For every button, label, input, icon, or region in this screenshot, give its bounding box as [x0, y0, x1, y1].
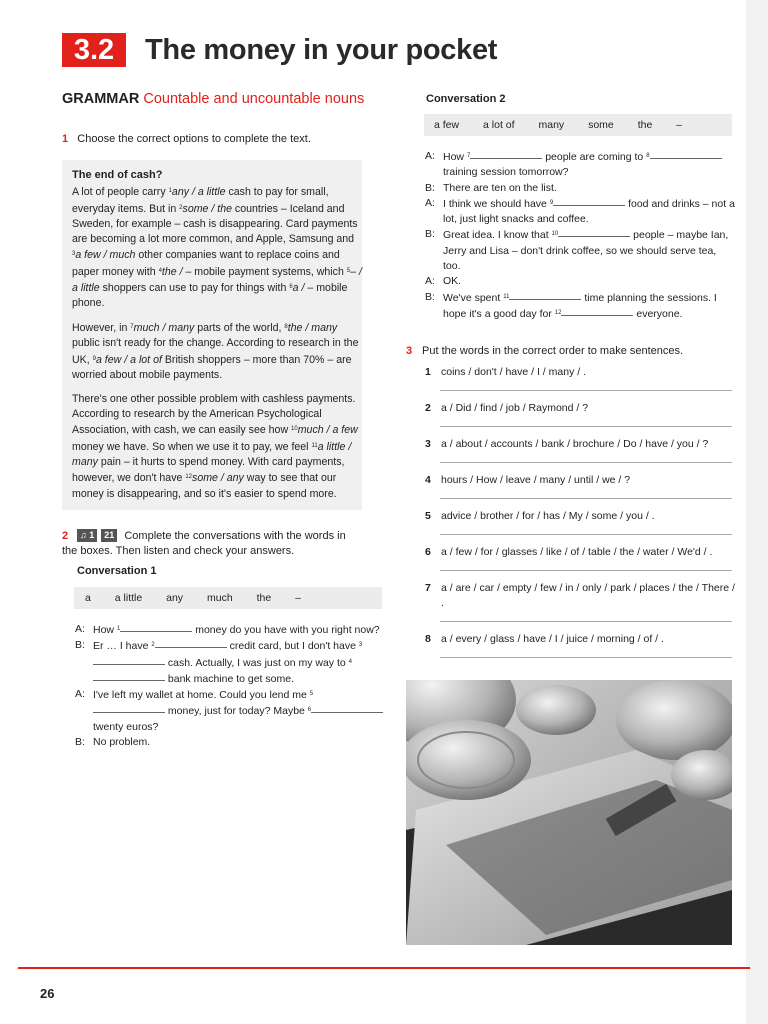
answer-line[interactable]	[440, 621, 732, 622]
grammar-topic: Countable and uncountable nouns	[143, 91, 365, 107]
word-box-2	[424, 114, 732, 136]
answer-gap[interactable]	[561, 306, 633, 316]
item-text: hours / How / leave / many / until / we / ?	[441, 474, 631, 486]
conversation-1: A: How $^1$ money do you have with you right now? B: Er … I have $^2$ credit card, but I don't have $^3$ cash. Actually, I was just on my way to $^4$ bank machine to get some. A: I've left my wallet at home. Could you lend me $^5$ money, just for today? Maybe $^6$ twenty euros? B: No problem.	[75, 622, 385, 750]
answer-line[interactable]	[440, 657, 732, 658]
page-title: The money in your pocket	[145, 34, 498, 66]
word-option: –	[295, 592, 301, 604]
item-number: 7	[425, 582, 431, 594]
reading-title: The end of cash?	[72, 169, 163, 181]
item-text: a / are / car / empty / few / in / only / park / places / the / There / .	[441, 582, 735, 609]
answer-gap[interactable]	[120, 622, 192, 632]
sentence-item	[425, 509, 745, 524]
item-number: 8	[425, 633, 431, 645]
audio-track-number: 21	[101, 529, 117, 542]
word-option: a little	[114, 592, 143, 604]
word-option: many	[538, 119, 565, 131]
exercise-2-instruction	[62, 529, 362, 559]
paragraph-1: A lot of people carry $^1$any / a little cash to pay for small, everyday items. But in $^2$some / the countries – Iceland and Sweden, for example – cash is disappearing. Card payments are becoming a lot more common, and Apple, Samsung and $^3$a few / much other companies want to replace coins and paper money with $^4$the / – mobile payment systems, which $^5$– / a little shoppers can use to pay for things with $^6$a / – mobile phone.	[72, 186, 362, 310]
grammar-label: GRAMMAR	[62, 91, 140, 107]
item-number: 6	[425, 546, 431, 558]
answer-line[interactable]	[440, 570, 732, 571]
item-number: 2	[425, 402, 431, 414]
word-box-1	[74, 587, 382, 609]
word-option: much	[206, 592, 233, 604]
unit-number-badge: 3.2	[62, 33, 126, 67]
exercise-number: 3	[406, 345, 413, 357]
word-option: a	[85, 592, 91, 604]
answer-line[interactable]	[440, 498, 732, 499]
instruction-text: Put the words in the correct order to make sentences.	[422, 345, 684, 357]
paragraph-2: However, in $^7$much / many parts of the world, $^8$the / many public isn't ready for the change. According to research in the UK, $^9$a few / a lot of British shoppers – more than 70% – are worried about mobile payments.	[72, 322, 359, 382]
word-option: a lot of	[483, 119, 515, 131]
instruction-text: Complete the conversations with the words in the boxes. Then listen and check your answers.	[62, 530, 346, 557]
coins-and-cards-photo	[406, 680, 732, 945]
item-text: a / Did / find / job / Raymond / ?	[441, 402, 589, 414]
page-number: 26	[40, 986, 55, 1001]
answer-gap[interactable]	[553, 196, 625, 206]
conversation-2-title: Conversation 2	[426, 93, 506, 105]
footer-rule	[18, 967, 750, 969]
item-text: advice / brother / for / has / My / some / you / .	[441, 510, 655, 522]
item-text: coins / don't / have / I / many / .	[441, 366, 586, 378]
conversation-2: A: How $^7$ people are coming to $^8$ training session tomorrow? B: There are ten on the list. A: I think we should have $^9$ food and drinks – not a lot, just light snacks and coffee. B: Great idea. I know that $^{10}$ people – maybe Ian, Jerry and Lisa – don't drink coffee, so we should serve tea, too. A: OK. B: We've spent $^{11}$ time planning the sessions. I hope it's a good day for $^{12}$ everyone.	[425, 150, 735, 320]
instruction-text: Choose the correct options to complete the text.	[77, 133, 311, 145]
answer-gap[interactable]	[311, 703, 383, 713]
conversation-1-title: Conversation 1	[77, 565, 157, 577]
word-option: a few	[434, 119, 460, 131]
answer-line[interactable]	[440, 426, 732, 427]
sentence-item	[425, 437, 745, 452]
sentence-item	[425, 581, 735, 611]
item-text: a / every / glass / have / I / juice / morning / of / .	[441, 633, 664, 645]
grammar-heading	[62, 91, 372, 108]
exercise-number: 1	[62, 133, 69, 145]
item-number: 5	[425, 510, 431, 522]
item-number: 4	[425, 474, 431, 486]
sentence-item	[425, 401, 745, 416]
sentence-item	[425, 473, 745, 488]
word-option: any	[166, 592, 184, 604]
word-option: the	[637, 119, 653, 131]
sentence-item	[425, 545, 745, 560]
word-option: –	[676, 119, 683, 131]
page-edge-shadow	[746, 0, 768, 1024]
exercise-1-instruction	[62, 133, 362, 145]
answer-gap[interactable]	[470, 149, 542, 159]
answer-gap[interactable]	[650, 149, 722, 159]
photo-illustration	[406, 680, 732, 945]
answer-gap[interactable]	[93, 671, 165, 681]
answer-gap[interactable]	[155, 638, 227, 648]
reading-text	[72, 168, 364, 510]
answer-line[interactable]	[440, 534, 732, 535]
item-number: 3	[425, 438, 431, 450]
audio-icon[interactable]: ♫ 1	[77, 529, 97, 542]
answer-gap[interactable]	[93, 655, 165, 665]
word-option: the	[256, 592, 272, 604]
item-text: a / about / accounts / bank / brochure / Do / have / you / ?	[441, 438, 709, 450]
sentence-item	[425, 365, 745, 380]
item-number: 1	[425, 366, 431, 378]
item-text: a / few / for / glasses / like / of / table / the / water / We'd / .	[441, 546, 713, 558]
answer-gap[interactable]	[558, 227, 630, 237]
answer-gap[interactable]	[93, 703, 165, 713]
exercise-number: 2	[62, 530, 69, 542]
answer-gap[interactable]	[509, 290, 581, 300]
sentence-item	[425, 632, 745, 647]
answer-line[interactable]	[440, 462, 732, 463]
answer-line[interactable]	[440, 390, 732, 391]
word-option: some	[588, 119, 614, 131]
exercise-3-instruction	[406, 345, 746, 357]
paragraph-3: There's one other possible problem with cashless payments. According to research by the American Psychological Association, with cash, we can easily see how $^{10}$much / a few money we have. So when we use it to pay, we feel $^{11}$a little / many pain – it hurts to spend money. With card payments, however, we don't have $^{12}$some / any way to see that our money is disappearing, and so it's easier to spend more.	[72, 392, 358, 500]
audio-cd-number: 1	[89, 530, 95, 540]
